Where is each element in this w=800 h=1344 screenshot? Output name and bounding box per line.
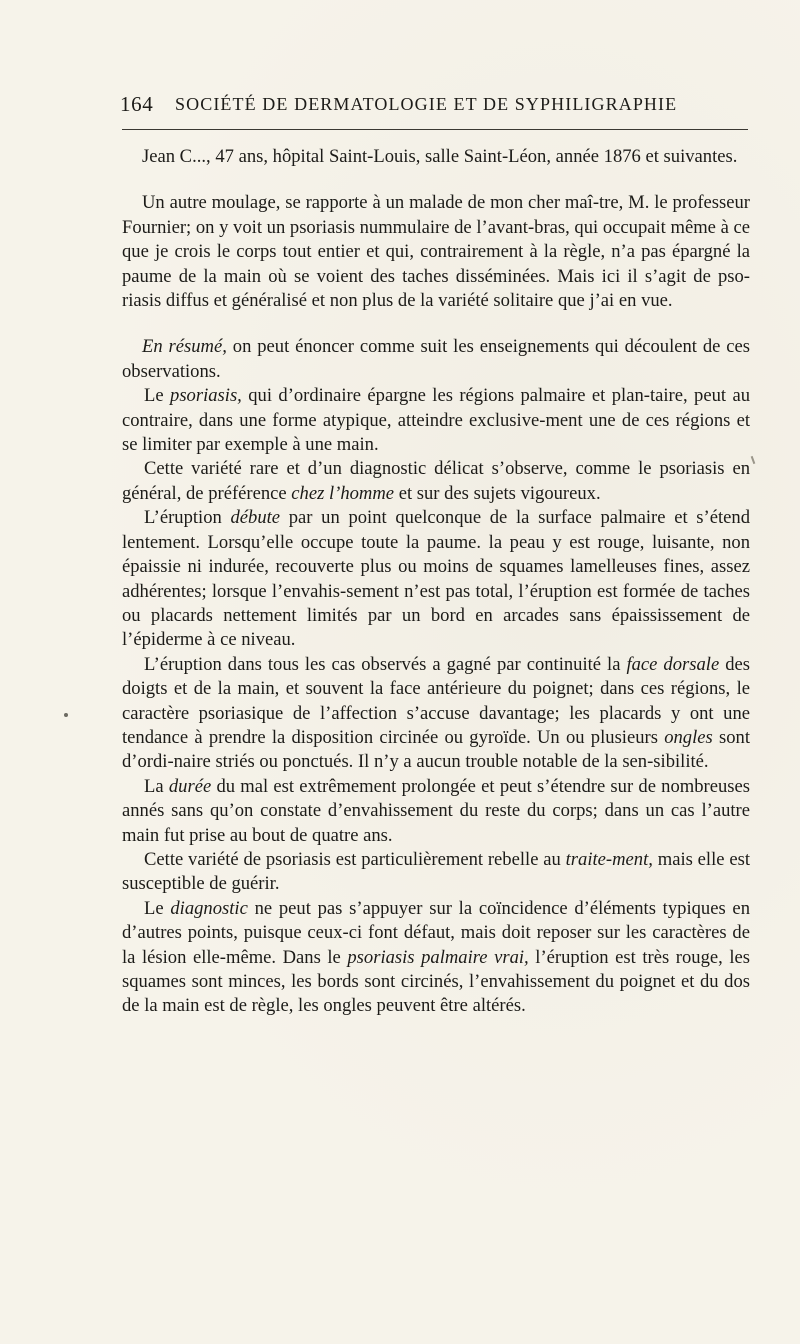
paragraph-diagnostic	[122, 897, 750, 1019]
body-text	[122, 145, 750, 1019]
text-segment: La	[144, 775, 169, 797]
text-segment: L’éruption	[144, 507, 231, 529]
text-segment: Jean C..., 47 ans, hôpital Saint-Louis, salle Saint-Léon, année 1876 et suivantes.	[142, 146, 738, 167]
italic-segment: psoriasis palmaire vrai,	[347, 946, 529, 968]
paragraph-resume	[122, 335, 750, 384]
text-segment: sont d’ordi-naire striés ou ponctués. Il n’y a aucun trouble notable de la sen-sibilité.	[122, 726, 750, 773]
text-segment: Le	[144, 385, 171, 407]
paragraph-eruption-debut	[122, 506, 750, 652]
italic-segment: ongles	[664, 726, 713, 748]
text-segment: qui d’ordinaire épargne les régions palmaire et plan-taire, peut au contraire, dans une forme atypique, atteindre exclusive-ment une de ces régions et se limiter par exemple à une main.	[122, 385, 750, 456]
text-segment: L’éruption dans tous les cas observés a gagné par continuité la	[144, 653, 627, 675]
text-segment: Un autre moulage, se rapporte à un malade de mon cher maî-tre, M. le professeur Fournier; on y voit un psoriasis nummulaire de l’avant-bras, qui occupait même à ce que je crois le corps tout entier et qui, contrairement à la règle, n’a pas épargné la paume de la main où se voient des taches disséminées. Mais ici il s’agit de pso-riasis diffus et généralisé et non plus de la variété solitaire que j’ai en vue.	[122, 192, 750, 312]
text-segment: mais elle est susceptible de guérir.	[122, 848, 750, 895]
page-header	[120, 92, 750, 118]
italic-segment: face dorsale	[626, 653, 720, 675]
italic-segment: diagnostic	[170, 897, 248, 919]
italic-segment: En résumé,	[142, 336, 227, 358]
paragraph-face-dorsale	[122, 653, 750, 775]
italic-segment: chez l’homme	[291, 482, 395, 504]
page-number: 164	[120, 92, 154, 116]
text-segment: Le	[144, 897, 171, 919]
paragraph-traitement	[122, 848, 750, 897]
paragraph-variete	[122, 457, 750, 506]
text-segment: des doigts et de la main, et souvent la face antérieure du poignet; dans ces régions, le caractère psoriasique de l’affection s’accuse davantage; les placards y ont une tendance à prendre la disposition circinée ou gyroïde. Un ou plusieurs	[122, 653, 751, 748]
italic-segment: traite-ment,	[565, 848, 653, 870]
italic-segment: débute	[230, 507, 281, 529]
paragraph-duree	[122, 775, 750, 848]
text-segment: l’éruption est très rouge, les squames sont minces, les bords sont circinés, l’envahissement du poignet et du dos de la main est de règle, les ongles peuvent être altérés.	[122, 946, 750, 1017]
italic-segment: durée	[168, 775, 212, 797]
text-segment: on peut énoncer comme suit les enseignements qui découlent de ces observations.	[122, 336, 751, 382]
text-segment: du mal est extrêmement prolongée et peut s’étendre sur de nombreuses annés sans qu’on constate d’envahissement du reste du corps; dans un cas l’autre main fut prise au bout de quatre ans.	[122, 775, 751, 846]
text-segment: ne peut pas s’appuyer sur la coïncidence d’éléments typiques en d’autres points, puisque ceux-ci font défaut, mais doit reposer sur les caractères de la lésion elle-même. Dans le	[122, 897, 750, 968]
text-segment: par un point quelconque de la surface palmaire et s’étend lentement. Lorsqu’elle occupe toute la paume. la peau y est rouge, luisante, non épaissie ni indurée, recouverte plus ou moins de squames lamelleuses fines, assez adhérentes; lorsque l’envahis-sement n’est pas total, l’éruption est formée de taches ou placards nettement limités par un bord en arcades sans épaississement de l’épiderme à ce niveau.	[122, 507, 750, 651]
text-segment: Cette variété de psoriasis est particulièrement rebelle au	[144, 848, 566, 870]
text-segment: et sur des sujets vigoureux.	[394, 482, 601, 504]
text-segment: Cette variété rare et d’un diagnostic délicat s’observe, comme le psoriasis en général, de préférence	[122, 458, 750, 504]
paragraph-moulage	[122, 191, 750, 313]
italic-segment: psoriasis,	[170, 385, 242, 407]
paragraph-case-note	[122, 145, 750, 169]
ink-speck	[64, 713, 68, 717]
header-rule	[122, 129, 748, 130]
margin-mark	[751, 456, 756, 464]
running-title: SOCIÉTÉ DE DERMATOLOGIE ET DE SYPHILIGRAPHIE	[175, 94, 678, 114]
paragraph-psoriasis	[122, 384, 750, 457]
